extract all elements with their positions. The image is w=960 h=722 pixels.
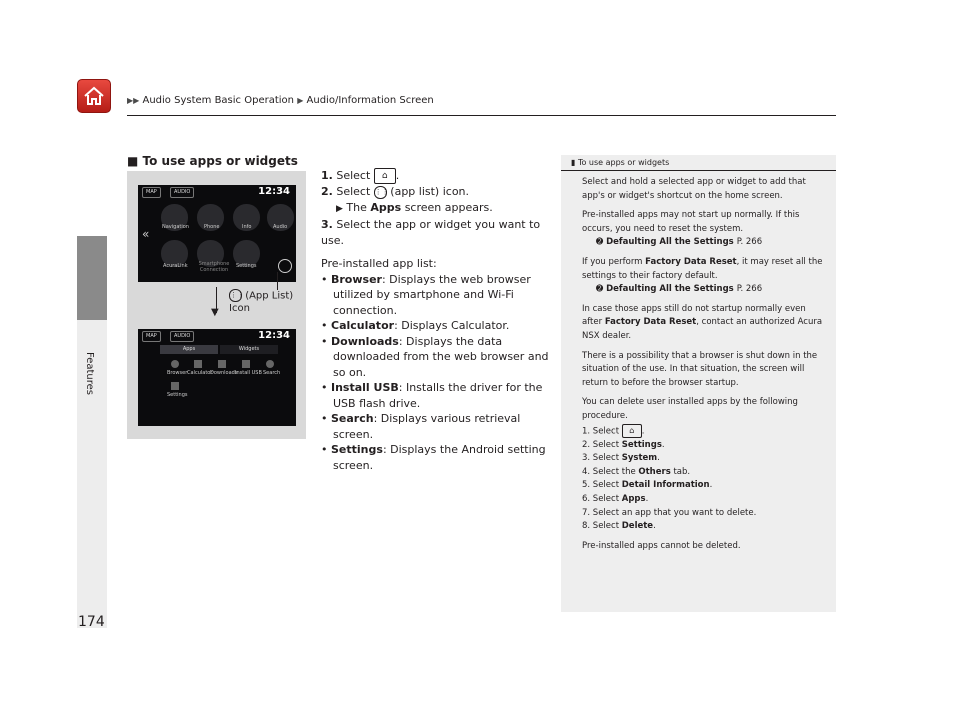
procedure-steps (321, 168, 561, 473)
list-item: • Settings: Displays the Android setting screen. (321, 443, 546, 472)
note-paragraph: You can delete user installed apps by the following procedure. (582, 397, 798, 421)
audio-pill: AUDIO (170, 187, 194, 198)
clock: 12:34 (258, 186, 290, 197)
map-pill: MAP (142, 187, 161, 198)
header-divider (127, 115, 836, 116)
breadcrumb (127, 95, 434, 106)
app-list-icon: ⋮⋮ (374, 186, 387, 199)
step-2: 2. Select ⋮⋮ (app list) icon. (321, 185, 470, 198)
note-divider (561, 170, 836, 171)
home-icon: ⌂ (374, 168, 396, 184)
note-step: 5. Select Detail Information. (582, 480, 713, 491)
list-item: • Downloads: Displays the data downloaded from the web browser and so on. (321, 334, 549, 379)
note-step: 8. Select Delete. (582, 521, 656, 532)
result-arrow-icon: ▶ (336, 203, 343, 214)
chapter-tab[interactable] (77, 236, 107, 320)
breadcrumb-link-2[interactable]: Audio/Information Screen (306, 95, 434, 106)
tab-apps: Apps (160, 345, 218, 354)
apps-screen-image: MAP AUDIO 12:34 Apps Widgets Browser Calculator Downloads Install USB Search Settings (138, 329, 296, 426)
note-paragraph: There is a possibility that a browser is shut down in the situation of the use. In that situation, the screen will return to before the browser startup. (582, 350, 818, 388)
note-title: ▮ To use apps or widgets (571, 158, 670, 167)
note-marker-icon: ▮ (571, 158, 576, 167)
note-step: 7. Select an app that you want to delete. (582, 507, 757, 518)
list-item: • Browser: Displays the web browser utilized by smartphone and Wi-Fi connection. (321, 272, 531, 317)
note-step: 3. Select System. (582, 453, 660, 464)
step-1: 1. Select ⌂ . (321, 169, 400, 182)
clock: 12:34 (258, 330, 290, 341)
note-paragraph: Select and hold a selected app or widget to add that app's or widget's shortcut on the home screen. (582, 177, 806, 201)
audio-pill: AUDIO (170, 331, 194, 342)
app-list-icon: ⋮⋮ (229, 289, 242, 302)
chevron-left-icon: « (142, 227, 150, 241)
home-icon: ⌂ (622, 424, 642, 438)
list-item: • Install USB: Installs the driver for the USB flash drive. (321, 381, 543, 410)
reference-arrow-icon: ➋ (596, 284, 604, 295)
note-step: 4. Select the Others tab. (582, 466, 691, 477)
cross-reference-link[interactable]: ➋ Defaulting All the Settings P. 266 (596, 237, 763, 248)
list-item: • Calculator: Displays Calculator. (321, 319, 510, 332)
home-screen-image: MAP AUDIO 12:34 Navigation Phone Info Audio AcuraLink Smartphone Connection Settings « (138, 185, 296, 282)
callout-leader (277, 272, 278, 290)
note-paragraph: In case those apps still do not startup normally even after Factory Data Reset, contact an authorized Acura NSX dealer. (582, 303, 823, 341)
note-body (582, 176, 828, 553)
note-paragraph: Pre-installed apps cannot be deleted. (582, 540, 741, 551)
breadcrumb-link-1[interactable]: Audio System Basic Operation (142, 95, 294, 106)
app-list-intro: Pre-installed app list: (321, 257, 437, 270)
tab-widgets: Widgets (220, 345, 278, 354)
breadcrumb-arrow-icon: ▶▶ (127, 96, 140, 105)
note-step: 6. Select Apps. (582, 493, 649, 504)
square-bullet-icon: ■ (127, 154, 139, 168)
step-3: 3. Select the app or widget you want to use. (321, 218, 541, 247)
note-step: 2. Select Settings. (582, 439, 665, 450)
home-icon (83, 85, 105, 107)
app-list-icon (278, 259, 292, 273)
home-index-button[interactable] (77, 79, 111, 113)
note-step: 1. Select ⌂ . (582, 425, 645, 436)
note-paragraph: Pre-installed apps may not start up normally. If this occurs, you need to reset the system. (582, 210, 800, 234)
note-paragraph: If you perform Factory Data Reset, it may reset all the settings to their factory default. (582, 256, 823, 281)
section-title: ■ To use apps or widgets (127, 154, 298, 168)
list-item: • Search: Displays various retrieval screen. (321, 412, 521, 441)
cross-reference-link[interactable]: ➋ Defaulting All the Settings P. 266 (596, 284, 763, 295)
step-2-result: ▶ The Apps screen appears. (336, 200, 493, 214)
breadcrumb-arrow-icon: ▶ (297, 96, 304, 105)
chapter-label: Features (84, 352, 95, 395)
reference-arrow-icon: ➋ (596, 237, 604, 248)
app-list-callout: ⋮⋮ (App List) Icon (229, 290, 294, 314)
map-pill: MAP (142, 331, 161, 342)
page-number: 174 (78, 614, 105, 630)
arrow-down-icon: ▼ (211, 307, 219, 318)
